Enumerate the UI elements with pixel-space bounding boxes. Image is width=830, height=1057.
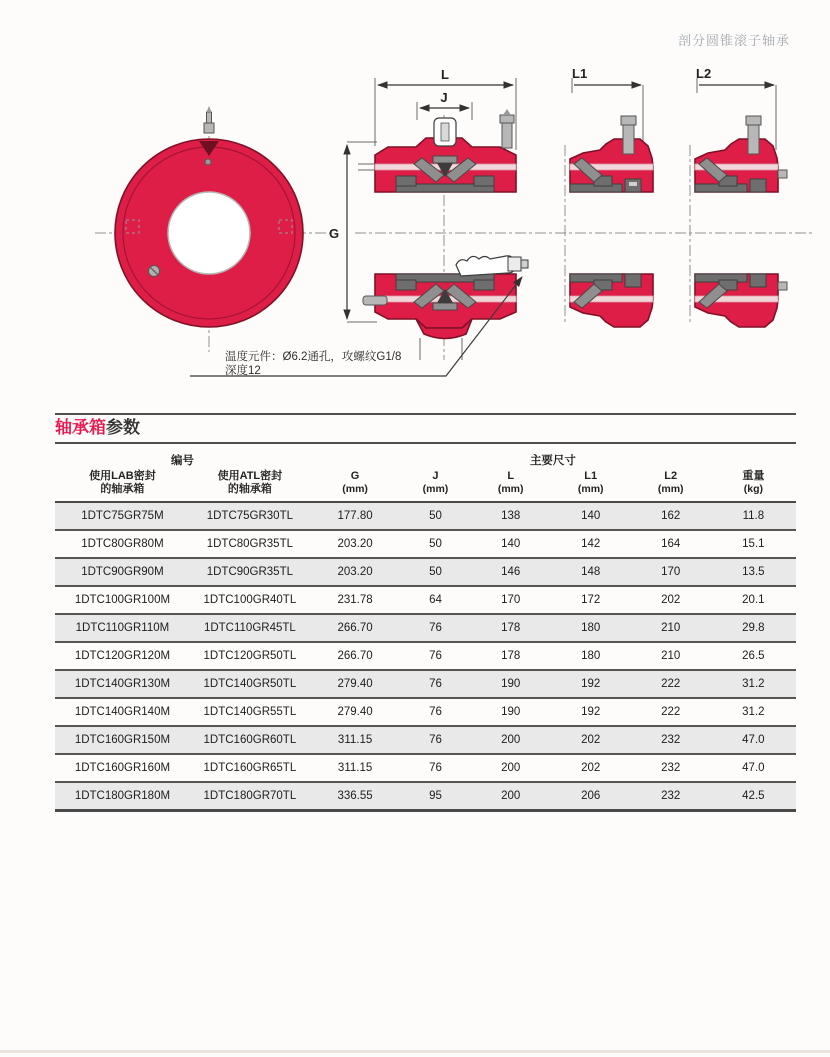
- model-cell: 1DTC75GR75M: [55, 502, 190, 530]
- value-cell: 232: [631, 754, 711, 782]
- value-cell: 232: [631, 726, 711, 754]
- value-cell: 192: [551, 670, 631, 698]
- section-title-red: 轴承箱: [55, 418, 106, 437]
- value-cell: 162: [631, 502, 711, 530]
- value-cell: 13.5: [711, 558, 796, 586]
- model-cell: 1DTC100GR100M: [55, 586, 190, 614]
- col-header-l2: L2 (mm): [631, 469, 711, 502]
- bearing-seat-left-b: [396, 280, 416, 290]
- technical-drawing-svg: [0, 60, 830, 400]
- table-row: [55, 782, 796, 810]
- value-cell: 15.1: [711, 530, 796, 558]
- value-cell: 266.70: [310, 642, 400, 670]
- col-header-atl: 使用ATL密封 的轴承箱: [190, 469, 310, 502]
- value-cell: 178: [471, 642, 551, 670]
- model-cell: 1DTC90GR35TL: [190, 558, 310, 586]
- model-cell: 1DTC80GR80M: [55, 530, 190, 558]
- value-cell: 146: [471, 558, 551, 586]
- temperature-probe: [456, 256, 514, 276]
- dim-label-L2: L2: [696, 66, 712, 81]
- dim-label-J: J: [440, 90, 448, 105]
- dim-label-L: L: [441, 67, 449, 82]
- value-cell: 203.20: [310, 530, 400, 558]
- value-cell: 202: [551, 726, 631, 754]
- value-cell: 203.20: [310, 558, 400, 586]
- value-cell: 50: [400, 558, 470, 586]
- probe-tip: [521, 260, 528, 268]
- value-cell: 164: [631, 530, 711, 558]
- value-cell: 190: [471, 670, 551, 698]
- l2-plug-bottom: [750, 274, 766, 287]
- table-row: [55, 698, 796, 726]
- bearing-seat-left: [396, 176, 416, 186]
- model-cell: 1DTC140GR140M: [55, 698, 190, 726]
- table-row: [55, 586, 796, 614]
- value-cell: 192: [551, 698, 631, 726]
- model-cell: 1DTC180GR70TL: [190, 782, 310, 810]
- value-cell: 206: [551, 782, 631, 810]
- value-cell: 180: [551, 614, 631, 642]
- parameter-table: [55, 444, 796, 812]
- col-header-l: L (mm): [471, 469, 551, 502]
- value-cell: 190: [471, 698, 551, 726]
- model-cell: 1DTC160GR65TL: [190, 754, 310, 782]
- value-cell: 50: [400, 502, 470, 530]
- grease-fitting-tip: [503, 109, 511, 115]
- dim-label-L1: L1: [572, 66, 588, 81]
- table-group-row: [55, 444, 796, 469]
- model-cell: 1DTC140GR130M: [55, 670, 190, 698]
- value-cell: 50: [400, 530, 470, 558]
- model-cell: 1DTC180GR180M: [55, 782, 190, 810]
- header-group-number: 编号: [170, 455, 194, 467]
- value-cell: 140: [471, 530, 551, 558]
- table-head: [55, 444, 796, 502]
- value-cell: 200: [471, 726, 551, 754]
- value-cell: 202: [551, 754, 631, 782]
- parameter-table-section: [55, 413, 796, 812]
- table-row: [55, 558, 796, 586]
- value-cell: 172: [551, 586, 631, 614]
- l1-plug-bottom: [625, 274, 641, 287]
- value-cell: 76: [400, 614, 470, 642]
- section-title-black: 参数: [106, 418, 140, 437]
- center-boss-slot: [441, 123, 449, 141]
- front-view: [95, 106, 335, 352]
- model-cell: 1DTC140GR50TL: [190, 670, 310, 698]
- value-cell: 11.8: [711, 502, 796, 530]
- value-cell: 311.15: [310, 754, 400, 782]
- table-row: [55, 642, 796, 670]
- col-header-l1: L1 (mm): [551, 469, 631, 502]
- table-body: [55, 502, 796, 810]
- col-header-weight: 重量 (kg): [711, 469, 796, 502]
- value-cell: 42.5: [711, 782, 796, 810]
- value-cell: 279.40: [310, 670, 400, 698]
- value-cell: 222: [631, 670, 711, 698]
- model-cell: 1DTC160GR60TL: [190, 726, 310, 754]
- model-cell: 1DTC80GR35TL: [190, 530, 310, 558]
- col-header-lab: 使用LAB密封 的轴承箱: [55, 469, 190, 502]
- note-line-1: 温度元件：Ø6.2通孔，攻螺纹G1/8: [225, 351, 402, 363]
- table-row: [55, 670, 796, 698]
- col-header-g: G (mm): [310, 469, 400, 502]
- value-cell: 202: [631, 586, 711, 614]
- value-cell: 232: [631, 782, 711, 810]
- cone-rib-top: [433, 156, 457, 163]
- value-cell: 138: [471, 502, 551, 530]
- section-view-l1: [565, 66, 653, 327]
- bore: [168, 192, 250, 274]
- model-cell: 1DTC160GR160M: [55, 754, 190, 782]
- value-cell: 178: [471, 614, 551, 642]
- section-title: [55, 413, 796, 444]
- shaft-stub: [363, 296, 387, 305]
- l2-stud: [748, 124, 759, 154]
- value-cell: 26.5: [711, 642, 796, 670]
- l2-plug-top: [750, 179, 766, 192]
- table-row: [55, 502, 796, 530]
- value-cell: 140: [551, 502, 631, 530]
- model-cell: 1DTC75GR30TL: [190, 502, 310, 530]
- table-row: [55, 754, 796, 782]
- value-cell: 222: [631, 698, 711, 726]
- l2-side-stud: [778, 170, 787, 178]
- model-cell: 1DTC140GR55TL: [190, 698, 310, 726]
- table-row: [55, 614, 796, 642]
- model-cell: 1DTC160GR150M: [55, 726, 190, 754]
- header-group-dims: 主要尺寸: [529, 455, 576, 467]
- value-cell: 76: [400, 754, 470, 782]
- col-header-j: J (mm): [400, 469, 470, 502]
- value-cell: 231.78: [310, 586, 400, 614]
- grease-nipple-head: [204, 123, 214, 133]
- value-cell: 95: [400, 782, 470, 810]
- table-row: [55, 726, 796, 754]
- cone-rib-bottom: [433, 303, 457, 310]
- model-cell: 1DTC120GR50TL: [190, 642, 310, 670]
- value-cell: 148: [551, 558, 631, 586]
- model-cell: 1DTC110GR110M: [55, 614, 190, 642]
- value-cell: 311.15: [310, 726, 400, 754]
- value-cell: 177.80: [310, 502, 400, 530]
- model-cell: 1DTC90GR90M: [55, 558, 190, 586]
- l1-stud: [623, 124, 634, 154]
- l2-side-stud-bottom: [778, 282, 787, 290]
- value-cell: 210: [631, 642, 711, 670]
- bearing-seat-right: [474, 176, 494, 186]
- l1-plug-slot: [629, 182, 637, 186]
- l1-stud-head: [621, 116, 636, 125]
- value-cell: 266.70: [310, 614, 400, 642]
- value-cell: 76: [400, 670, 470, 698]
- value-cell: 31.2: [711, 698, 796, 726]
- probe-connector: [508, 257, 521, 271]
- value-cell: 29.8: [711, 614, 796, 642]
- value-cell: 47.0: [711, 726, 796, 754]
- page-header-title: 剖分圆锥滚子轴承: [677, 33, 790, 48]
- value-cell: 142: [551, 530, 631, 558]
- grease-nipple-tip: [207, 106, 212, 112]
- value-cell: 76: [400, 698, 470, 726]
- section-view-l2: [690, 66, 787, 327]
- value-cell: 180: [551, 642, 631, 670]
- value-cell: 76: [400, 726, 470, 754]
- value-cell: 170: [471, 586, 551, 614]
- model-cell: 1DTC120GR120M: [55, 642, 190, 670]
- grease-fitting-right: [502, 122, 512, 148]
- value-cell: 200: [471, 782, 551, 810]
- grease-fitting-head: [500, 115, 514, 123]
- value-cell: 279.40: [310, 698, 400, 726]
- value-cell: 200: [471, 754, 551, 782]
- table-row: [55, 530, 796, 558]
- value-cell: 76: [400, 642, 470, 670]
- dim-label-G: G: [328, 226, 340, 241]
- value-cell: 20.1: [711, 586, 796, 614]
- l2-stud-head: [746, 116, 761, 125]
- page-bottom-rule: [0, 1050, 830, 1053]
- value-cell: 64: [400, 586, 470, 614]
- oil-hole: [205, 159, 211, 165]
- bearing-seat-right-b: [474, 280, 494, 290]
- table-cols-row: [55, 469, 796, 502]
- value-cell: 170: [631, 558, 711, 586]
- value-cell: 210: [631, 614, 711, 642]
- value-cell: 336.55: [310, 782, 400, 810]
- model-cell: 1DTC100GR40TL: [190, 586, 310, 614]
- model-cell: 1DTC110GR45TL: [190, 614, 310, 642]
- value-cell: 31.2: [711, 670, 796, 698]
- value-cell: 47.0: [711, 754, 796, 782]
- note-line-2: 深度12: [225, 365, 261, 377]
- grease-nipple-stem: [207, 112, 212, 123]
